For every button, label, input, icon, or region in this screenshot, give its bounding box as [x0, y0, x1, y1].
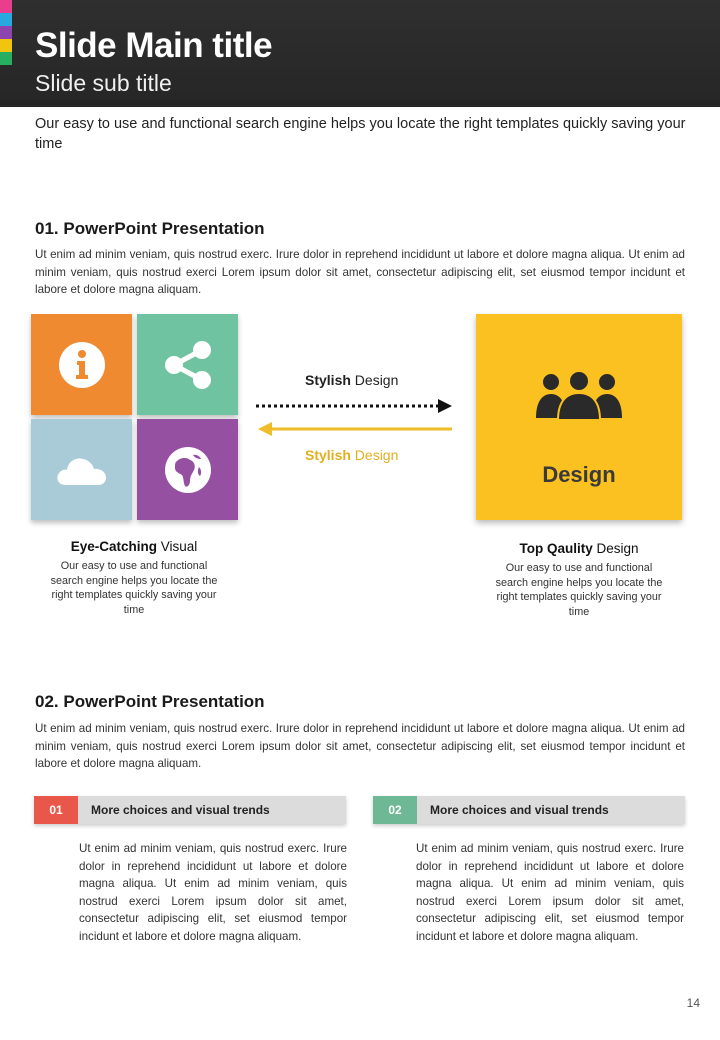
info-icon [57, 340, 107, 390]
color-tab [0, 39, 12, 52]
globe-tile [137, 419, 238, 520]
left-caption-title-rest: Visual [157, 539, 198, 554]
left-caption-title [44, 538, 224, 556]
color-tab [0, 52, 12, 65]
right-caption-title-rest: Design [592, 541, 639, 556]
page-number: 14 [686, 996, 700, 1010]
column2-text: Ut enim ad minim veniam, quis nostrud exerc. Irure dolor in reprehend incididunt ut labore et dolore magna aliqua. Ut enim ad minim veniam, quis nostrud exerci Lorem ipsum dolor sit amet, consectetur adipiscing elit, set eiusmod tempor incidunt et labore et dolore magna aliquam. [416, 842, 684, 943]
arrow-top-label [305, 372, 398, 388]
color-tab [0, 0, 12, 13]
globe-icon [163, 445, 213, 495]
left-caption-body: Our easy to use and functional search engine helps you locate the right templates quickly saving your time [50, 560, 218, 616]
column1-header-label: More choices and visual trends [91, 803, 270, 817]
double-arrow-graphic [254, 396, 456, 438]
share-tile [137, 314, 238, 415]
color-tabs [0, 0, 12, 65]
arrow-top-label-rest: Design [350, 372, 399, 388]
section2-body: Ut enim ad minim veniam, quis nostrud exerc. Irure dolor in reprehend incididunt ut labore et dolore magna aliqua. Ut enim ad minim veniam, quis nostrud exerci Lorem ipsum dolor sit amet, consectetur adipiscing elit, set eiusmod tempor incidunt et labore et dolore magna aliquam. [35, 722, 685, 771]
color-tab [0, 13, 12, 26]
right-arrowhead-icon [438, 399, 452, 413]
column1-header-bar [34, 796, 346, 824]
cloud-icon [56, 453, 108, 487]
section1-title: 01. PowerPoint Presentation [35, 219, 265, 238]
design-tile [476, 314, 682, 520]
slide-main-title: Slide Main title [35, 26, 273, 65]
right-caption-title [489, 540, 669, 558]
column1-text: Ut enim ad minim veniam, quis nostrud exerc. Irure dolor in reprehend incididunt ut labore et dolore magna aliqua. Ut enim ad minim veniam, quis nostrud exerci Lorem ipsum dolor sit amet, consectetur adipiscing elit, set eiusmod tempor incidunt et labore et dolore magna aliquam. [79, 842, 347, 943]
arrow-bottom-label-rest: Design [350, 447, 399, 463]
column2-header-bar [373, 796, 685, 824]
group-icon [534, 370, 624, 422]
section2-title: 02. PowerPoint Presentation [35, 692, 265, 711]
design-tile-label: Design [542, 462, 616, 487]
share-icon [162, 339, 214, 391]
info-tile [31, 314, 132, 415]
arrow-bottom-label [305, 447, 398, 463]
right-caption-body: Our easy to use and functional search engine helps you locate the right templates quickly saving your time [495, 562, 663, 618]
right-caption [489, 540, 669, 619]
column2-header-label: More choices and visual trends [430, 803, 609, 817]
column1-number-badge: 01 [34, 796, 78, 824]
right-caption-title-bold: Top Qaulity [519, 541, 593, 556]
intro-text: Our easy to use and functional search engine helps you locate the right templates quickly saving your time [35, 116, 686, 152]
left-caption-title-bold: Eye-Catching [70, 539, 157, 554]
column2-number-badge: 02 [373, 796, 417, 824]
arrow-bottom-label-bold: Stylish [305, 447, 351, 463]
cloud-tile [31, 419, 132, 520]
color-tab [0, 26, 12, 39]
arrow-top-label-bold: Stylish [305, 372, 351, 388]
slide-header [0, 0, 720, 107]
left-arrowhead-icon [258, 422, 272, 436]
section1-body: Ut enim ad minim veniam, quis nostrud exerc. Irure dolor in reprehend incididunt ut labore et dolore magna aliqua. Ut enim ad minim veniam, quis nostrud exerci Lorem ipsum dolor sit amet, consectetur adipiscing elit, set eiusmod tempor incidunt et labore et dolore magna aliquam. [35, 248, 685, 297]
left-caption [44, 538, 224, 617]
slide-sub-title: Slide sub title [35, 70, 172, 96]
